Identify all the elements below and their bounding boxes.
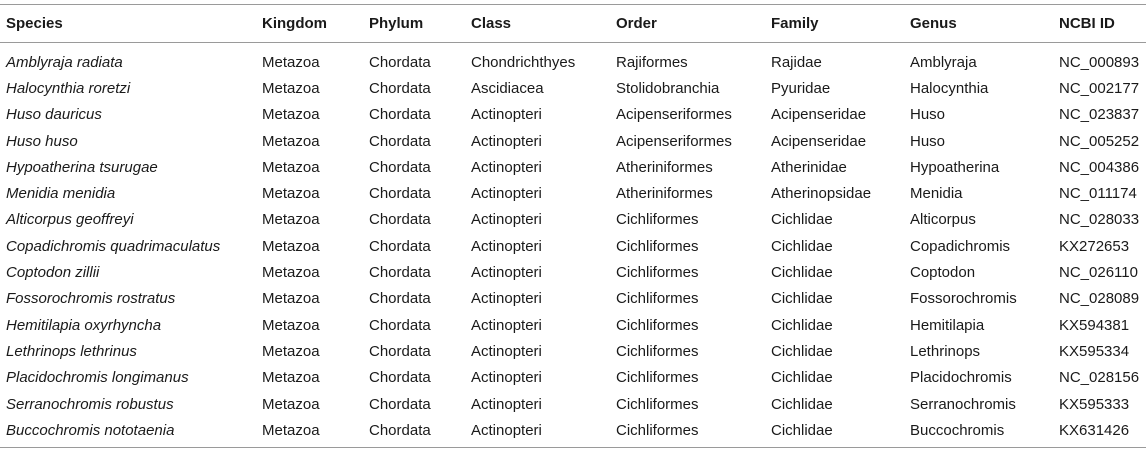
cell-phylum: Chordata bbox=[369, 395, 431, 413]
header-family: Family bbox=[771, 15, 819, 32]
cell-species: Alticorpus geoffreyi bbox=[6, 211, 134, 229]
header-order: Order bbox=[616, 15, 657, 32]
cell-phylum: Chordata bbox=[369, 369, 431, 387]
cell-kingdom: Metazoa bbox=[262, 395, 320, 413]
cell-kingdom: Metazoa bbox=[262, 158, 320, 176]
cell-phylum: Chordata bbox=[369, 342, 431, 360]
cell-kingdom: Metazoa bbox=[262, 290, 320, 308]
cell-genus: Copadichromis bbox=[910, 237, 1011, 255]
cell-genus: Amblyraja bbox=[910, 53, 977, 71]
cell-kingdom: Metazoa bbox=[262, 185, 320, 203]
cell-kingdom: Metazoa bbox=[262, 106, 320, 124]
cell-genus: Alticorpus bbox=[910, 211, 976, 229]
cell-ncbi-id: NC_023837 bbox=[1059, 106, 1140, 124]
cell-kingdom: Metazoa bbox=[262, 53, 320, 71]
cell-species: Buccochromis nototaenia bbox=[6, 421, 175, 439]
cell-class: Actinopteri bbox=[471, 211, 542, 229]
table-row bbox=[0, 365, 1146, 391]
table-row bbox=[0, 338, 1146, 364]
cell-order: Cichliformes bbox=[616, 395, 699, 413]
cell-phylum: Chordata bbox=[369, 211, 431, 229]
cell-class: Actinopteri bbox=[471, 395, 542, 413]
header-phylum: Phylum bbox=[369, 15, 424, 32]
cell-class: Actinopteri bbox=[471, 342, 542, 360]
cell-order: Acipenseriformes bbox=[616, 132, 732, 150]
cell-order: Cichliformes bbox=[616, 369, 699, 387]
cell-ncbi-id: KX631426 bbox=[1059, 421, 1130, 439]
cell-order: Cichliformes bbox=[616, 237, 699, 255]
cell-class: Actinopteri bbox=[471, 237, 542, 255]
cell-kingdom: Metazoa bbox=[262, 421, 320, 439]
cell-family: Cichlidae bbox=[771, 342, 833, 360]
cell-species: Huso huso bbox=[6, 132, 78, 150]
cell-ncbi-id: NC_004386 bbox=[1059, 158, 1140, 176]
cell-family: Cichlidae bbox=[771, 237, 833, 255]
cell-kingdom: Metazoa bbox=[262, 316, 320, 334]
cell-kingdom: Metazoa bbox=[262, 342, 320, 360]
cell-kingdom: Metazoa bbox=[262, 369, 320, 387]
cell-genus: Huso bbox=[910, 106, 946, 124]
table-row bbox=[0, 154, 1146, 180]
cell-phylum: Chordata bbox=[369, 79, 431, 97]
cell-species: Copadichromis quadrimaculatus bbox=[6, 237, 221, 255]
cell-ncbi-id: NC_011174 bbox=[1059, 185, 1137, 203]
table-body bbox=[0, 43, 1146, 448]
cell-species: Menidia menidia bbox=[6, 185, 116, 203]
cell-ncbi-id: NC_000893 bbox=[1059, 53, 1140, 71]
cell-genus: Hypoatherina bbox=[910, 158, 1000, 176]
cell-ncbi-id: NC_026110 bbox=[1059, 264, 1138, 282]
cell-species: Placidochromis longimanus bbox=[6, 369, 189, 387]
cell-species: Hypoatherina tsurugae bbox=[6, 158, 158, 176]
cell-phylum: Chordata bbox=[369, 53, 431, 71]
header-genus: Genus bbox=[910, 15, 957, 32]
cell-genus: Coptodon bbox=[910, 264, 976, 282]
cell-genus: Halocynthia bbox=[910, 79, 989, 97]
cell-kingdom: Metazoa bbox=[262, 132, 320, 150]
table-row bbox=[0, 180, 1146, 206]
cell-phylum: Chordata bbox=[369, 290, 431, 308]
cell-class: Actinopteri bbox=[471, 158, 542, 176]
header-species: Species bbox=[6, 15, 63, 32]
cell-phylum: Chordata bbox=[369, 264, 431, 282]
cell-class: Actinopteri bbox=[471, 316, 542, 334]
cell-family: Rajidae bbox=[771, 53, 822, 71]
cell-ncbi-id: NC_028089 bbox=[1059, 290, 1140, 308]
table-row bbox=[0, 259, 1146, 285]
cell-order: Stolidobranchia bbox=[616, 79, 720, 97]
cell-ncbi-id: NC_005252 bbox=[1059, 132, 1140, 150]
table-row bbox=[0, 128, 1146, 154]
cell-genus: Buccochromis bbox=[910, 421, 1005, 439]
cell-ncbi-id: KX595333 bbox=[1059, 395, 1130, 413]
cell-order: Cichliformes bbox=[616, 316, 699, 334]
cell-class: Actinopteri bbox=[471, 106, 542, 124]
cell-ncbi-id: KX272653 bbox=[1059, 237, 1130, 255]
table-header-row bbox=[0, 5, 1146, 43]
cell-family: Cichlidae bbox=[771, 421, 833, 439]
table-row bbox=[0, 207, 1146, 233]
species-table-container bbox=[0, 4, 1146, 448]
cell-family: Cichlidae bbox=[771, 316, 833, 334]
cell-species: Coptodon zillii bbox=[6, 264, 100, 282]
table-row bbox=[0, 312, 1146, 338]
table-row bbox=[0, 43, 1146, 76]
cell-species: Amblyraja radiata bbox=[6, 53, 123, 71]
cell-order: Acipenseriformes bbox=[616, 106, 732, 124]
cell-order: Cichliformes bbox=[616, 290, 699, 308]
cell-family: Atherinopsidae bbox=[771, 185, 872, 203]
species-taxonomy-table bbox=[0, 4, 1146, 448]
cell-species: Halocynthia roretzi bbox=[6, 79, 131, 97]
cell-class: Actinopteri bbox=[471, 264, 542, 282]
cell-ncbi-id: KX595334 bbox=[1059, 342, 1130, 360]
cell-family: Pyuridae bbox=[771, 79, 831, 97]
cell-genus: Hemitilapia bbox=[910, 316, 985, 334]
cell-ncbi-id: KX594381 bbox=[1059, 316, 1130, 334]
cell-family: Cichlidae bbox=[771, 290, 833, 308]
cell-kingdom: Metazoa bbox=[262, 237, 320, 255]
cell-class: Actinopteri bbox=[471, 290, 542, 308]
cell-family: Cichlidae bbox=[771, 395, 833, 413]
cell-class: Actinopteri bbox=[471, 185, 542, 203]
cell-order: Cichliformes bbox=[616, 421, 699, 439]
cell-phylum: Chordata bbox=[369, 316, 431, 334]
cell-class: Chondrichthyes bbox=[471, 53, 576, 71]
cell-order: Atheriniformes bbox=[616, 158, 713, 176]
cell-order: Cichliformes bbox=[616, 342, 699, 360]
cell-family: Cichlidae bbox=[771, 264, 833, 282]
cell-species: Serranochromis robustus bbox=[6, 395, 174, 413]
cell-species: Lethrinops lethrinus bbox=[6, 342, 137, 360]
header-ncbi-id: NCBI ID bbox=[1059, 15, 1115, 32]
table-row bbox=[0, 417, 1146, 448]
cell-family: Acipenseridae bbox=[771, 132, 867, 150]
header-class: Class bbox=[471, 15, 512, 32]
cell-family: Acipenseridae bbox=[771, 106, 867, 124]
cell-class: Ascidiacea bbox=[471, 79, 544, 97]
cell-genus: Menidia bbox=[910, 185, 963, 203]
table-row bbox=[0, 286, 1146, 312]
cell-family: Atherinidae bbox=[771, 158, 847, 176]
header-kingdom: Kingdom bbox=[262, 15, 327, 32]
table-row bbox=[0, 102, 1146, 128]
cell-kingdom: Metazoa bbox=[262, 79, 320, 97]
table-row bbox=[0, 233, 1146, 259]
cell-class: Actinopteri bbox=[471, 132, 542, 150]
cell-species: Huso dauricus bbox=[6, 106, 102, 124]
cell-ncbi-id: NC_028033 bbox=[1059, 211, 1140, 229]
cell-phylum: Chordata bbox=[369, 158, 431, 176]
cell-species: Hemitilapia oxyrhyncha bbox=[6, 316, 162, 334]
cell-phylum: Chordata bbox=[369, 132, 431, 150]
cell-genus: Fossorochromis bbox=[910, 290, 1017, 308]
cell-order: Atheriniformes bbox=[616, 185, 713, 203]
cell-family: Cichlidae bbox=[771, 211, 833, 229]
cell-ncbi-id: NC_002177 bbox=[1059, 79, 1140, 97]
cell-order: Cichliformes bbox=[616, 264, 699, 282]
cell-phylum: Chordata bbox=[369, 185, 431, 203]
table-row bbox=[0, 75, 1146, 101]
cell-class: Actinopteri bbox=[471, 421, 542, 439]
table-row bbox=[0, 391, 1146, 417]
cell-phylum: Chordata bbox=[369, 237, 431, 255]
cell-species: Fossorochromis rostratus bbox=[6, 290, 176, 308]
cell-class: Actinopteri bbox=[471, 369, 542, 387]
cell-genus: Lethrinops bbox=[910, 342, 981, 360]
cell-genus: Huso bbox=[910, 132, 946, 150]
cell-genus: Placidochromis bbox=[910, 369, 1012, 387]
cell-phylum: Chordata bbox=[369, 106, 431, 124]
cell-order: Rajiformes bbox=[616, 53, 688, 71]
cell-ncbi-id: NC_028156 bbox=[1059, 369, 1140, 387]
cell-kingdom: Metazoa bbox=[262, 264, 320, 282]
cell-kingdom: Metazoa bbox=[262, 211, 320, 229]
cell-order: Cichliformes bbox=[616, 211, 699, 229]
cell-genus: Serranochromis bbox=[910, 395, 1016, 413]
cell-phylum: Chordata bbox=[369, 421, 431, 439]
cell-family: Cichlidae bbox=[771, 369, 833, 387]
